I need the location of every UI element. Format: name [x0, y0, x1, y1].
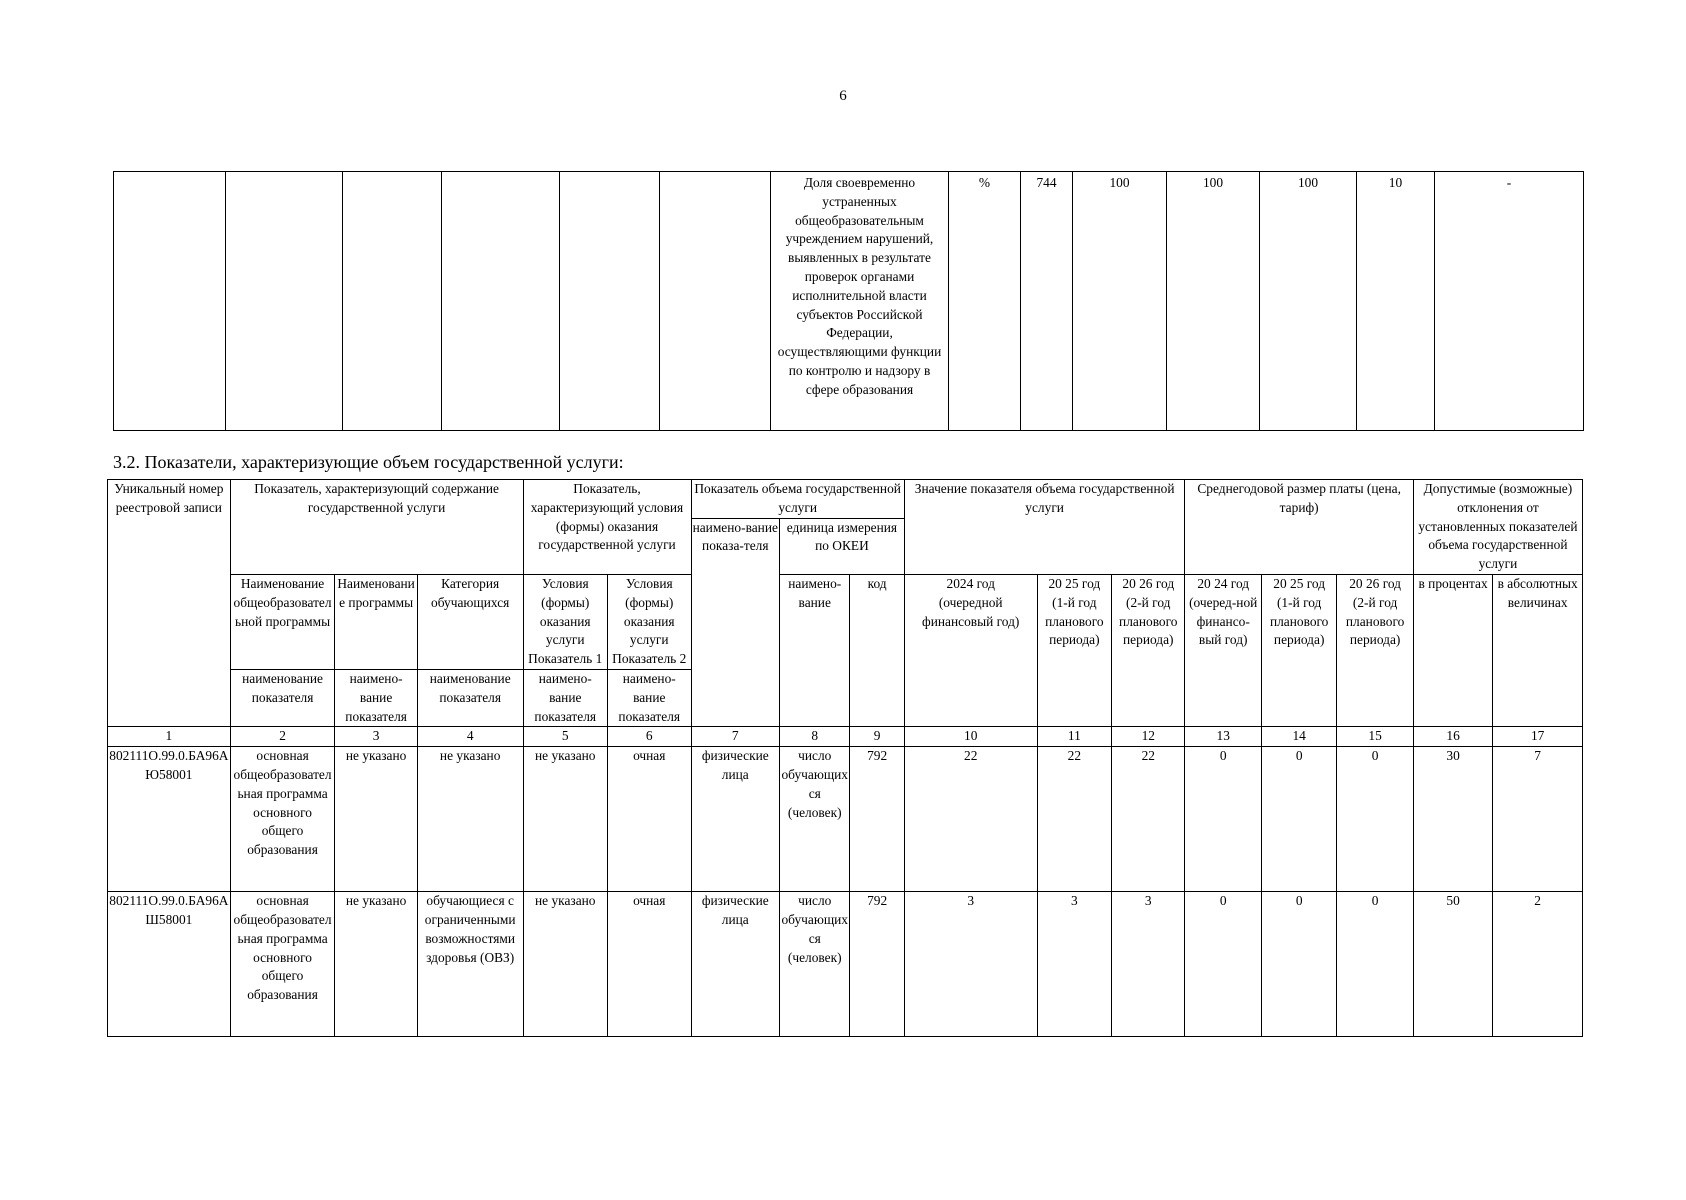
year-sublabel: (2-й год планового периода) — [1345, 594, 1405, 648]
value-2026: 3 — [1112, 892, 1185, 1037]
header-fee-2026 — [1337, 574, 1413, 726]
empty-cell — [560, 172, 660, 431]
student-category: обучающиеся с ограниченными возможностями здоровья (ОВЗ) — [417, 892, 523, 1037]
condition-1: не указано — [523, 747, 608, 892]
column-number: 7 — [691, 727, 780, 747]
table-row — [108, 892, 1583, 1037]
condition-2: очная — [608, 892, 692, 1037]
fee-2026: 0 — [1337, 892, 1413, 1037]
header-indicator-name: наимено-вание показа-теля — [691, 518, 780, 727]
unit-name: % — [949, 172, 1021, 431]
program-type: основная общеобразовательная программа основного общего образования — [230, 892, 335, 1037]
header-deviation-percent: в процентах — [1413, 574, 1492, 726]
program-type: основная общеобразовательная программа основного общего образования — [230, 747, 335, 892]
program-name: не указано — [335, 747, 418, 892]
year-label: 20 26 год — [1122, 575, 1175, 591]
header-indicator-name-2: наименование показателя — [230, 669, 335, 726]
column-number: 15 — [1337, 727, 1413, 747]
program-name: не указано — [335, 892, 418, 1037]
deviation-absolute: - — [1435, 172, 1584, 431]
header-indicator-name-3: наимено-вание показателя — [335, 669, 418, 726]
column-number: 3 — [335, 727, 418, 747]
header-program-type: Наименование общеобразовательной программы — [230, 574, 335, 669]
column-number: 10 — [904, 727, 1037, 747]
column-number: 14 — [1261, 727, 1336, 747]
value-2026: 22 — [1112, 747, 1185, 892]
header-indicator-name-4: наименование показателя — [417, 669, 523, 726]
fee-2025: 0 — [1261, 892, 1336, 1037]
year-sublabel: (очеред-ной финансо-вый год) — [1189, 594, 1258, 648]
header-volume-indicator: Показатель объема государственной услуги — [691, 480, 904, 519]
empty-cell — [226, 172, 343, 431]
column-number: 4 — [417, 727, 523, 747]
year-label: 2024 год — [946, 575, 995, 591]
column-number: 12 — [1112, 727, 1185, 747]
deviation-percent: 10 — [1357, 172, 1435, 431]
year-sublabel: (2-й год планового периода) — [1119, 594, 1178, 648]
deviation-absolute: 7 — [1493, 747, 1583, 892]
year-label: 20 25 год — [1273, 575, 1326, 591]
column-number: 2 — [230, 727, 335, 747]
unit-code: 792 — [850, 892, 904, 1037]
header-year-2025 — [1037, 574, 1111, 726]
fee-2024: 0 — [1185, 747, 1261, 892]
empty-cell — [114, 172, 226, 431]
year-label: 20 25 год — [1048, 575, 1101, 591]
top-table-continuation — [113, 171, 1584, 431]
column-numbers-row — [108, 727, 1583, 747]
indicator-name: Доля своевременно устраненных общеобразовательным учреждением нарушений, выявленных в результате проверок органами исполнительной власти субъектов Российской Федерации, осуществляющими функции по контролю и надзору в сфере образования — [771, 172, 949, 431]
header-fee-2025 — [1261, 574, 1336, 726]
registry-number: 802111О.99.0.БА96АШ58001 — [108, 892, 231, 1037]
volume-indicators-table — [107, 479, 1583, 1037]
condition-1: не указано — [523, 892, 608, 1037]
column-number: 5 — [523, 727, 608, 747]
year-sublabel: (1-й год планового периода) — [1045, 594, 1104, 648]
column-number: 16 — [1413, 727, 1492, 747]
header-unit-okei: единица измерения по ОКЕИ — [780, 518, 905, 574]
header-average-fee: Среднегодовой размер платы (цена, тариф) — [1185, 480, 1413, 575]
deviation-percent: 50 — [1413, 892, 1492, 1037]
value-2024: 3 — [904, 892, 1037, 1037]
value-2024: 22 — [904, 747, 1037, 892]
column-number: 6 — [608, 727, 692, 747]
header-deviation-absolute: в абсолютных величинах — [1493, 574, 1583, 726]
unit-name: число обучающихся (человек) — [780, 747, 850, 892]
condition-2: очная — [608, 747, 692, 892]
header-fee-2024 — [1185, 574, 1261, 726]
header-indicator-name-5: наимено-вание показателя — [523, 669, 608, 726]
value-2024: 100 — [1073, 172, 1167, 431]
year-sublabel: (очередной финансовый год) — [922, 594, 1020, 629]
column-number: 13 — [1185, 727, 1261, 747]
fee-2026: 0 — [1337, 747, 1413, 892]
header-allowed-deviation: Допустимые (возможные) отклонения от установленных показателей объема государственной услуги — [1413, 480, 1582, 575]
fee-2024: 0 — [1185, 892, 1261, 1037]
top-table-row — [114, 172, 1584, 431]
unit-name: число обучающихся (человек) — [780, 892, 850, 1037]
value-2025: 22 — [1037, 747, 1111, 892]
year-sublabel: (1-й год планового периода) — [1269, 594, 1329, 648]
header-indicator-name-6: наимено-вание показателя — [608, 669, 692, 726]
header-condition-2: Условия (формы) оказания услуги Показатель 2 — [608, 574, 692, 669]
page-number: 6 — [839, 88, 847, 104]
header-row-1 — [108, 480, 1583, 519]
column-number: 17 — [1493, 727, 1583, 747]
header-volume-value: Значение показателя объема государственной услуги — [904, 480, 1185, 575]
unit-code: 792 — [850, 747, 904, 892]
column-number: 9 — [850, 727, 904, 747]
header-conditions-indicator: Показатель, характеризующий условия (формы) оказания государственной услуги — [523, 480, 691, 575]
year-label: 20 26 год — [1349, 575, 1401, 591]
table-row — [108, 747, 1583, 892]
header-unit-code: код — [850, 574, 904, 726]
volume-indicator-name: физические лица — [691, 747, 780, 892]
deviation-percent: 30 — [1413, 747, 1492, 892]
header-unit-name: наимено-вание — [780, 574, 850, 726]
year-label: 20 24 год — [1197, 575, 1250, 591]
header-registry-number: Уникальный номер реестровой записи — [108, 480, 231, 727]
header-student-category: Категория обучающихся — [417, 574, 523, 669]
empty-cell — [442, 172, 560, 431]
header-condition-1: Условия (формы) оказания услуги Показатель 1 — [523, 574, 608, 669]
registry-number: 802111О.99.0.БА96АЮ58001 — [108, 747, 231, 892]
header-content-indicator: Показатель, характеризующий содержание государственной услуги — [230, 480, 523, 575]
fee-2025: 0 — [1261, 747, 1336, 892]
deviation-absolute: 2 — [1493, 892, 1583, 1037]
column-number: 8 — [780, 727, 850, 747]
header-program-name: Наименование программы — [335, 574, 418, 669]
value-2026: 100 — [1260, 172, 1357, 431]
student-category: не указано — [417, 747, 523, 892]
empty-cell — [660, 172, 771, 431]
column-number: 1 — [108, 727, 231, 747]
column-number: 11 — [1037, 727, 1111, 747]
value-2025: 3 — [1037, 892, 1111, 1037]
value-2025: 100 — [1167, 172, 1260, 431]
section-title: 3.2. Показатели, характеризующие объем государственной услуги: — [113, 452, 624, 472]
empty-cell — [343, 172, 442, 431]
okei-code: 744 — [1021, 172, 1073, 431]
volume-indicator-name: физические лица — [691, 892, 780, 1037]
header-year-2026 — [1112, 574, 1185, 726]
header-year-2024 — [904, 574, 1037, 726]
